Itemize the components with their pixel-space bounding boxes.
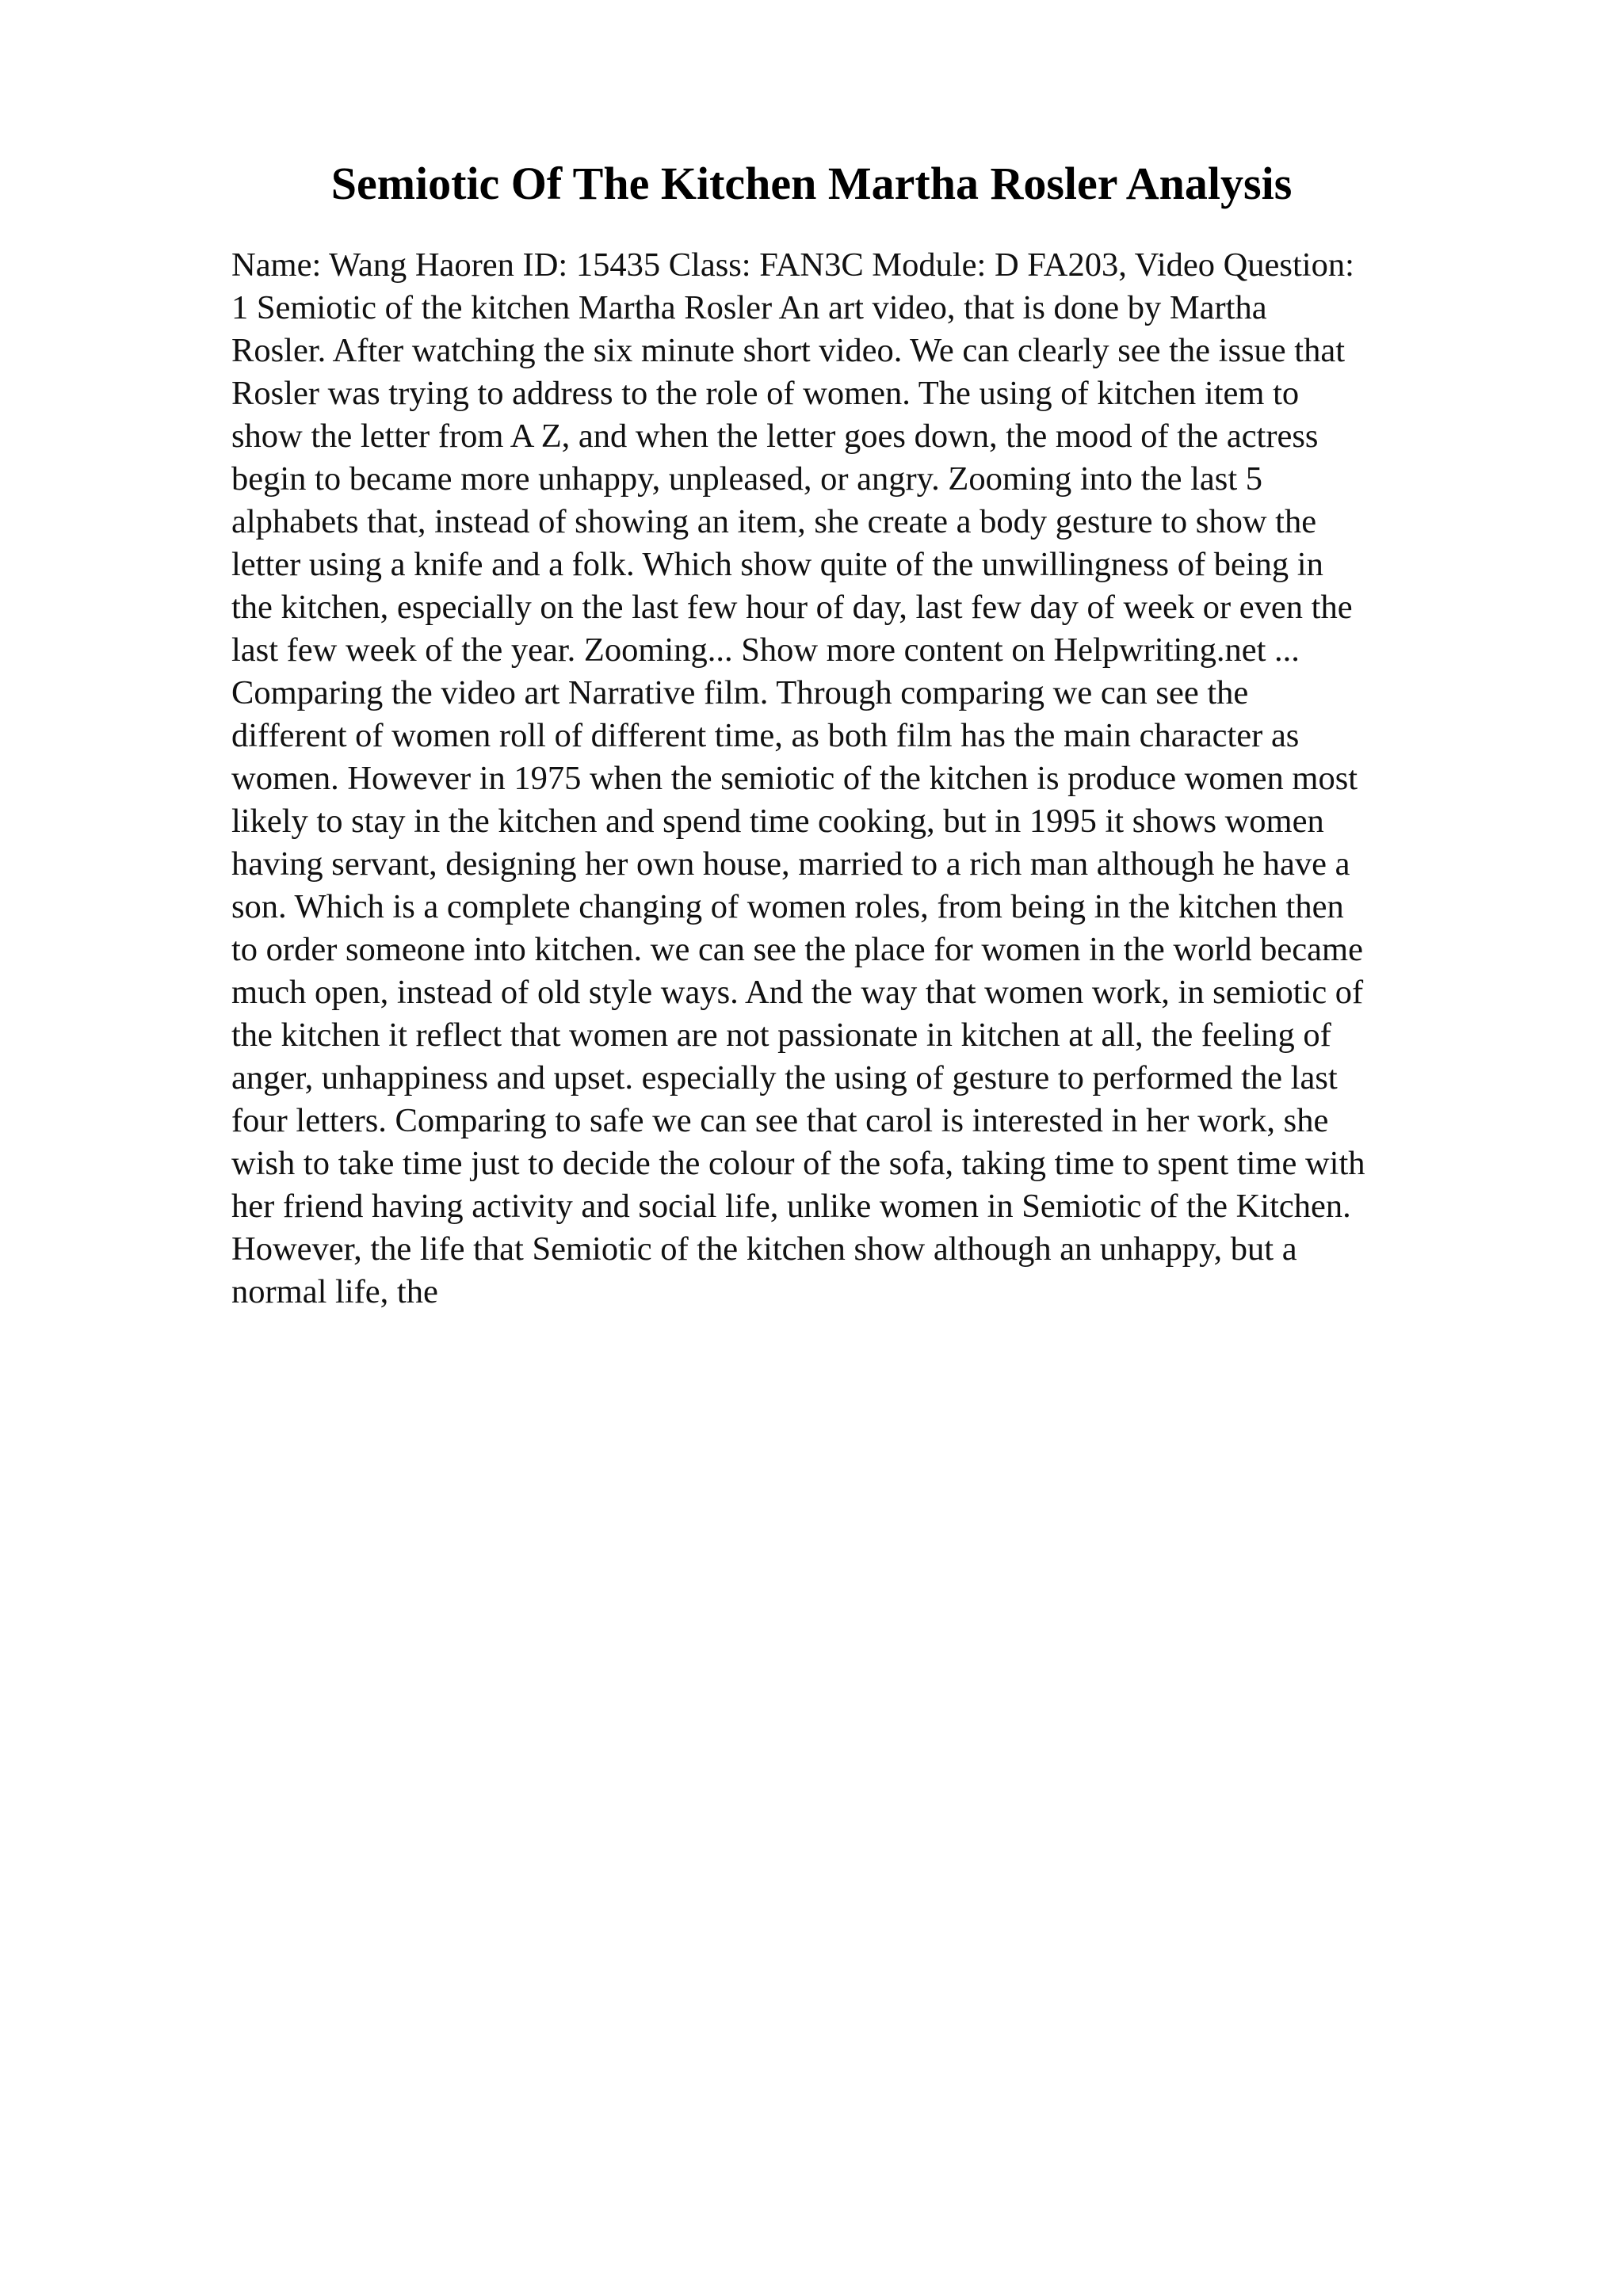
body-line: Name: Wang Haoren ID: 15435 Class: FAN3C Module: D FA203, Video Question:	[231, 246, 1354, 284]
body-line: show the letter from A Z, and when the letter goes down, the mood of the actress	[231, 418, 1319, 455]
body-line: different of women roll of different time, as both film has the main character as	[231, 717, 1300, 754]
body-line: last few week of the year. Zooming... Show more content on Helpwriting.net ...	[231, 631, 1300, 669]
body-line: likely to stay in the kitchen and spend time cooking, but in 1995 it shows women	[231, 803, 1324, 840]
body-line: women. However in 1975 when the semiotic of the kitchen is produce women most	[231, 760, 1358, 797]
body-line: the kitchen, especially on the last few hour of day, last few day of week or even the	[231, 589, 1353, 626]
body-line: her friend having activity and social life, unlike women in Semiotic of the Kitchen.	[231, 1188, 1351, 1225]
body-line: alphabets that, instead of showing an item, she create a body gesture to show the	[231, 503, 1317, 540]
body-line: Rosler. After watching the six minute short video. We can clearly see the issue that	[231, 332, 1346, 369]
document-body	[231, 244, 1365, 1314]
body-line: letter using a knife and a folk. Which show quite of the unwillingness of being in	[231, 546, 1323, 583]
body-line: However, the life that Semiotic of the kitchen show although an unhappy, but a	[231, 1230, 1297, 1268]
body-line: Comparing the video art Narrative film. Through comparing we can see the	[231, 674, 1249, 711]
body-line: much open, instead of old style ways. And the way that women work, in semiotic of	[231, 974, 1364, 1011]
body-line: 1 Semiotic of the kitchen Martha Rosler An art video, that is done by Martha	[231, 289, 1267, 326]
document-title: Semiotic Of The Kitchen Martha Rosler Analysis	[330, 158, 1293, 209]
body-line: wish to take time just to decide the colour of the sofa, taking time to spent time with	[231, 1145, 1365, 1182]
body-line: begin to became more unhappy, unpleased, or angry. Zooming into the last 5	[231, 460, 1263, 498]
body-line: the kitchen it reflect that women are not passionate in kitchen at all, the feeling of	[231, 1016, 1331, 1054]
body-line: having servant, designing her own house, married to a rich man although he have a	[231, 845, 1350, 883]
body-line: Rosler was trying to address to the role of women. The using of kitchen item to	[231, 375, 1300, 412]
body-line: four letters. Comparing to safe we can see that carol is interested in her work, she	[231, 1102, 1329, 1139]
body-line: anger, unhappiness and upset. especially the using of gesture to performed the last	[231, 1059, 1338, 1097]
body-line: normal life, the	[231, 1273, 438, 1310]
body-line: son. Which is a complete changing of women roles, from being in the kitchen then	[231, 888, 1344, 925]
body-line: to order someone into kitchen. we can see the place for women in the world became	[231, 931, 1363, 968]
